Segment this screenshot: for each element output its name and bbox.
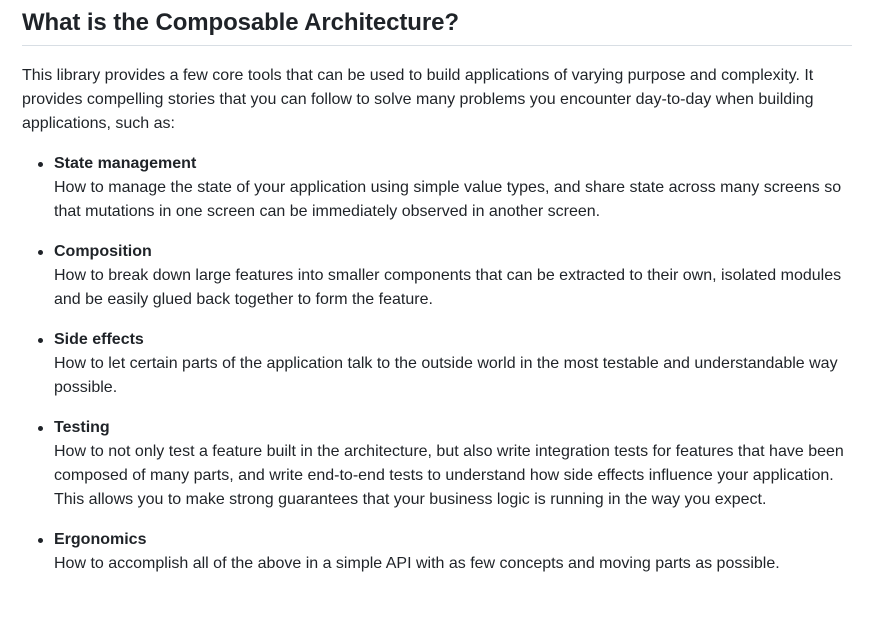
bullet-dot-icon [38, 162, 43, 167]
feature-description: How to manage the state of your application using simple value types, and share state across many screens so that mutations in one screen can be immediately observed in another screen. [54, 179, 842, 220]
feature-item-composition [54, 240, 852, 312]
feature-title: Side effects [54, 331, 144, 348]
feature-title: State management [54, 155, 197, 172]
bullet-dot-icon [38, 426, 43, 431]
feature-item-side-effects [54, 328, 852, 400]
intro-paragraph: This library provides a few core tools that can be used to build applications of varying purpose and complexity. It provides compelling stories that you can follow to solve many problems you encounter day-to-day when building applications, such as: [22, 67, 814, 132]
feature-title: Composition [54, 243, 152, 260]
bullet-dot-icon [38, 250, 43, 255]
feature-title: Testing [54, 419, 110, 436]
feature-description: How to not only test a feature built in the architecture, but also write integration tests for features that have been composed of many parts, and write end-to-end tests to understand how side effects influence your application. This allows you to make strong guarantees that your business logic is running in the way you expect. [54, 443, 844, 508]
section-heading: What is the Composable Architecture? [22, 0, 852, 46]
feature-description: How to let certain parts of the application talk to the outside world in the most testable and understandable way possible. [54, 355, 838, 396]
feature-item-testing [54, 416, 852, 512]
bullet-dot-icon [38, 338, 43, 343]
feature-description: How to break down large features into smaller components that can be extracted to their own, isolated modules and be easily glued back together to form the feature. [54, 267, 842, 308]
feature-item-ergonomics [54, 528, 852, 576]
bullet-dot-icon [38, 538, 43, 543]
feature-description: How to accomplish all of the above in a simple API with as few concepts and moving parts as possible. [54, 555, 780, 572]
feature-item-state-management [54, 152, 852, 224]
feature-title: Ergonomics [54, 531, 147, 548]
feature-list [22, 152, 852, 576]
